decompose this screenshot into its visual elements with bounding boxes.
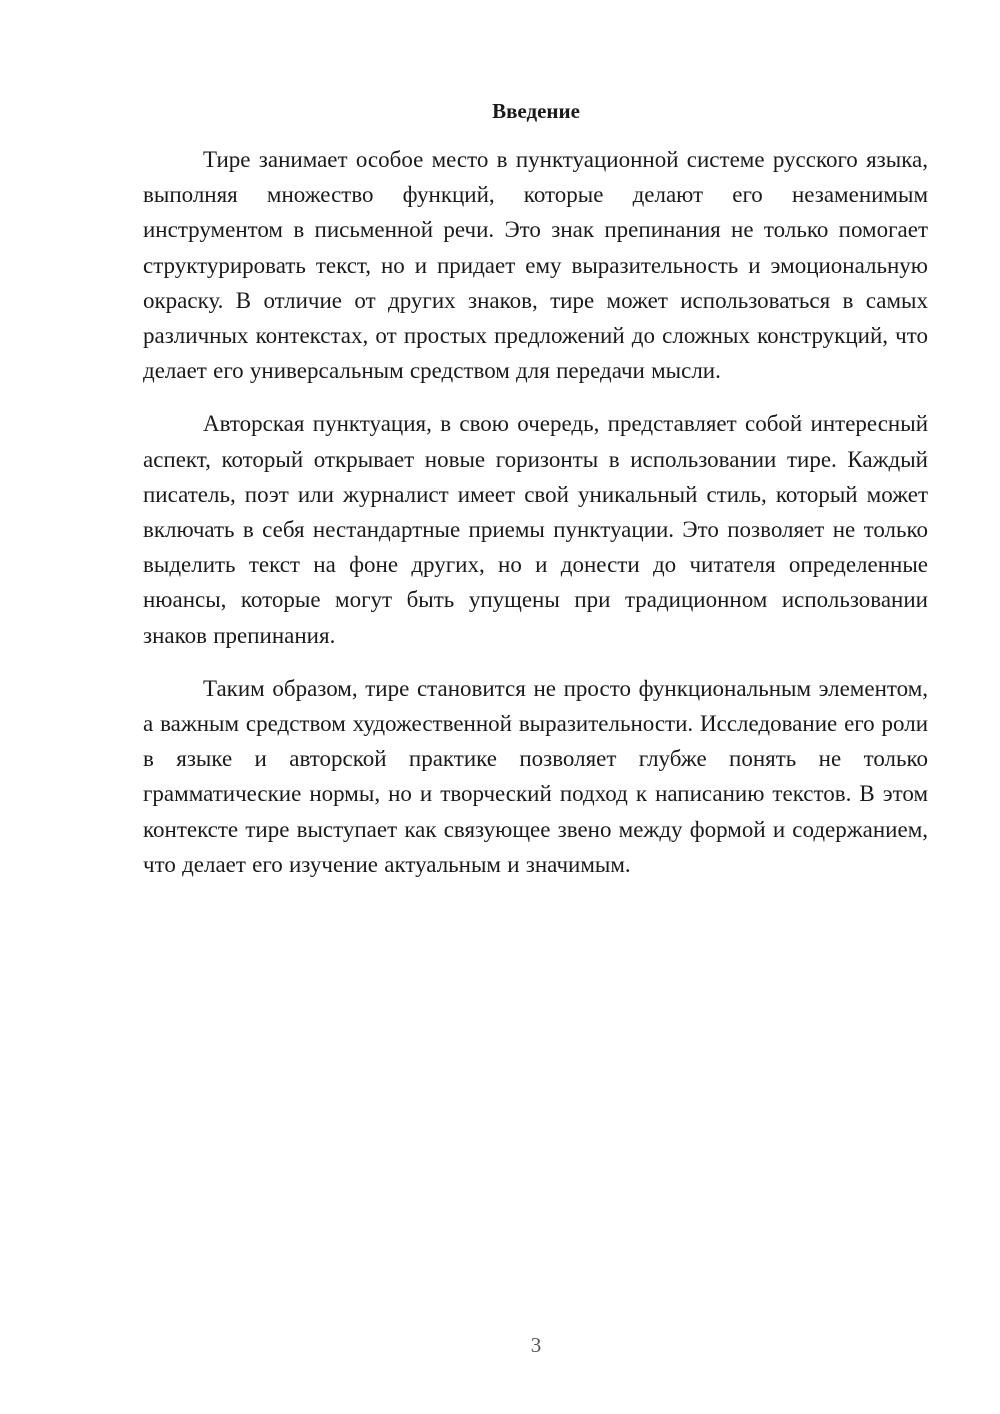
- paragraph-2: Авторская пунктуация, в свою очередь, представляет собой интересный аспект, который открывает новые горизонты в использовании тире. Каждый писатель, поэт или журналист имеет свой уникальный стиль, который может включать в себя нестандартные приемы пунктуации. Это позволяет не только выделить текст на фоне других, но и донести до читателя определенные нюансы, которые могут быть упущены при традиционном использовании знаков препинания.: [143, 411, 928, 648]
- paragraph-3: Таким образом, тире становится не просто функциональным элементом, а важным средством художественной выразительности. Исследование его роли в языке и авторской практике позволяет глубже понять не только грамматические нормы, но и творческий подход к написанию текстов. В этом контексте тире выступает как связующее звено между формой и содержанием, что делает его изучение актуальным и значимым.: [143, 675, 928, 877]
- paragraph-1: Тире занимает особое место в пунктуационной системе русского языка, выполняя множество функций, которые делают его незаменимым инструментом в письменной речи. Это знак препинания не только помогает структурировать текст, но и придает ему выразительность и эмоциональную окраску. В отличие от других знаков, тире может использоваться в самых различных контекстах, от простых предложений до сложных конструкций, что делает его универсальным средством для передачи мысли.: [143, 147, 928, 384]
- body-text: [143, 142, 928, 900]
- page-number: 3: [530, 1333, 542, 1357]
- section-title: Введение: [492, 99, 580, 123]
